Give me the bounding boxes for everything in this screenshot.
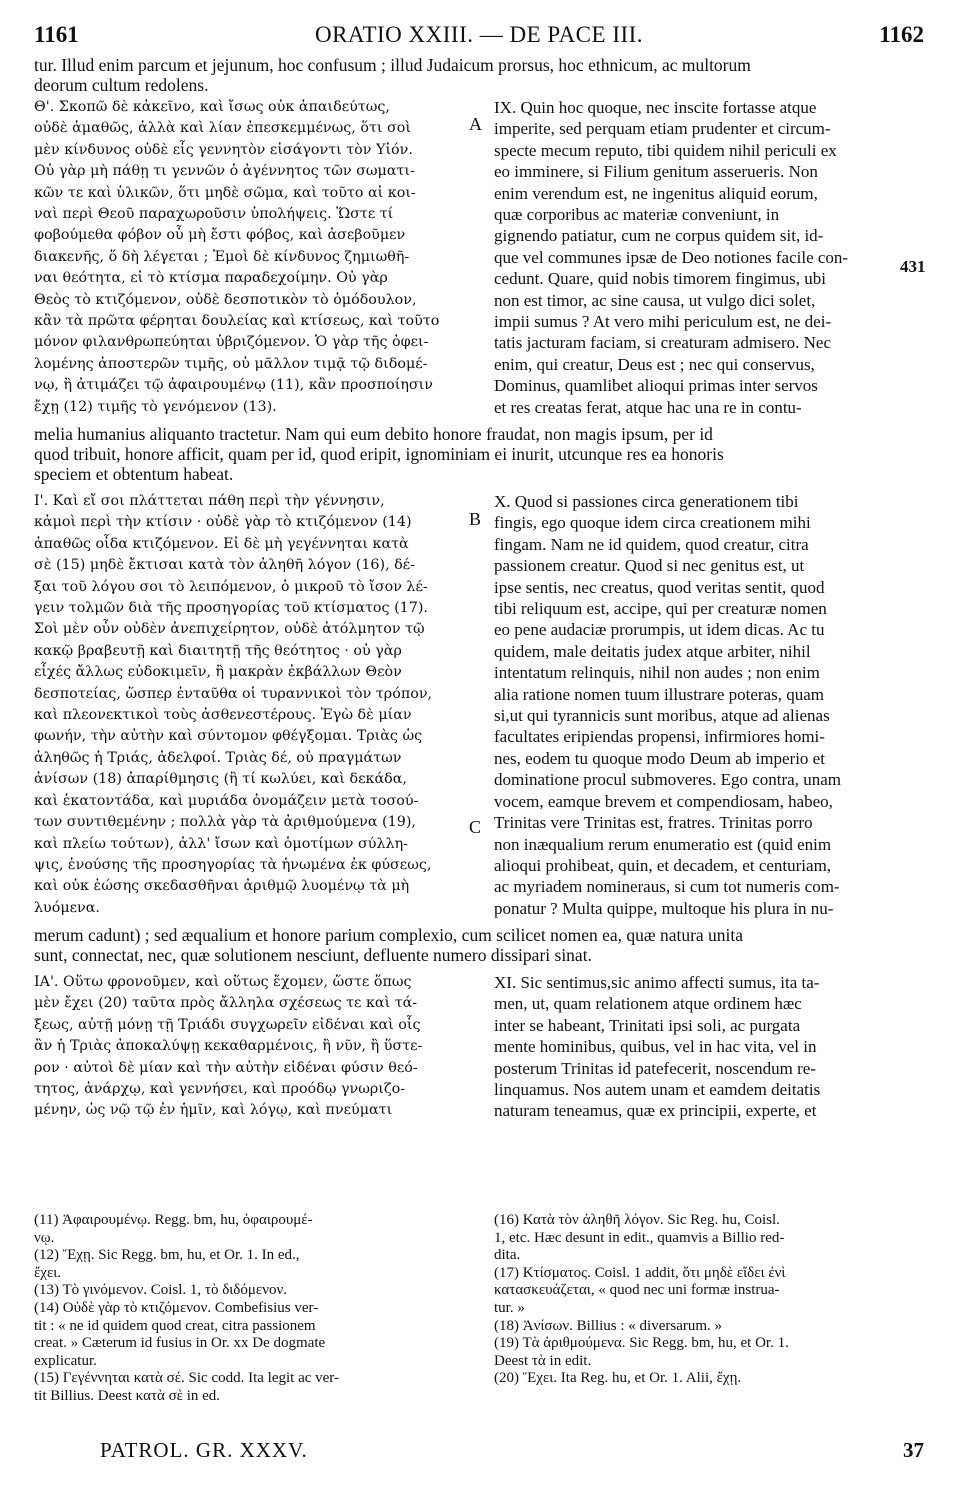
text-line: melia humanius aliquanto tractetur. Nam qui eum debito honore fraudat, non magis ipsum, per id bbox=[34, 424, 713, 444]
latin-line: passionem creatur. Quod si nec genitus est, ut bbox=[494, 556, 805, 576]
footnote-line: κατασκευάζεται, « quod nec uni formæ instrua- bbox=[494, 1282, 780, 1299]
section-10-latin-continued bbox=[34, 925, 924, 965]
greek-line: καὶ οὐκ ἐώσης σκεδασθῆναι ἀριθμῷ λυομένῳ τὰ μὴ bbox=[34, 878, 410, 895]
footnote-line: Deest τὰ in edit. bbox=[494, 1352, 592, 1369]
greek-line: κἂν τὰ πρῶτα φέρηται δουλείας καὶ κτίσεως, καὶ τοῦτο bbox=[34, 313, 440, 330]
footnote-line: (18) Ἀνίσων. Billius : « diversarum. » bbox=[494, 1317, 723, 1334]
margin-letter-a: A bbox=[469, 114, 482, 134]
greek-line: μόνον φιλανθρωπεύηται ὑβριζόμενον. Ὁ γὰρ τῆς ὀφει- bbox=[34, 334, 429, 351]
running-header bbox=[34, 22, 924, 52]
intro-paragraph bbox=[34, 55, 924, 95]
greek-line: δεσποτείας, ὥσπερ ἐνταῦθα οἱ τυραννικοὶ τὸν τρόπον, bbox=[34, 685, 433, 702]
greek-line: ξαι τοῦ λόγου σοι τὸ λειπόμενον, ὁ μικροῦ τὸ ἴσον λέ- bbox=[34, 578, 428, 595]
footnote-line: (12) Ἔχῃ. Sic Regg. bm, hu, et Or. 1. In ed., bbox=[34, 1247, 300, 1264]
latin-line: ipse sentis, nec creatus, quod veritas sentit, quod bbox=[494, 577, 825, 597]
latin-line: nes, eodem tu quoque modo Deum ab imperio et bbox=[494, 748, 825, 768]
margin-letter-c: C bbox=[469, 817, 482, 837]
footnote-line: (20) Ἔχει. Ita Reg. hu, et Or. 1. Alii, ἔχῃ. bbox=[494, 1370, 742, 1387]
latin-line: fingis, ego quoque idem circa creationem mihi bbox=[494, 513, 811, 533]
greek-line: ναι θεότητα, εἰ τὸ κτίσμα παραδεχοίμην. Οὐ γὰρ bbox=[34, 270, 388, 287]
footnote-line: explicatur. bbox=[34, 1352, 97, 1369]
greek-line: ἀπαθῶς οἶδα κτιζόμενον. Εἰ δὲ μὴ γεγέννηται κατὰ bbox=[34, 535, 409, 552]
section-10-greek bbox=[34, 491, 482, 919]
footnotes-left bbox=[34, 1212, 474, 1406]
greek-line: οὐδὲ ἀμαθῶς, ἀλλὰ καὶ λίαν ἐπεσκεμμένως, ὅτι σοὶ bbox=[34, 120, 412, 137]
footnote-line: (16) Κατὰ τὸν ἀληθῆ λόγον. Sic Reg. hu, Coisl. bbox=[494, 1212, 780, 1228]
greek-line: ἂν ἡ Τριὰς ἀποκαλύψῃ κεκαθαρμένοις, ἢ νῦν, ἢ ὕστε- bbox=[34, 1038, 423, 1055]
latin-line: que vel communes ipsæ de Deo notiones facile con- bbox=[494, 247, 849, 267]
latin-line: tibi reliquum est, accipe, qui per creaturæ nomen bbox=[494, 599, 827, 619]
greek-line: Σοὶ μὲν οὖν οὐδὲν ἀνεπιχείρητον, οὐδὲ ἀτόλμητον τῷ bbox=[34, 621, 425, 638]
footnote-line: (17) Κτίσματος. Coisl. 1 addit, ὅτι μηδὲ εἴδει ἐνὶ bbox=[494, 1264, 786, 1281]
right-column-number: 1162 bbox=[879, 22, 924, 47]
text-line: sunt, connectat, nec, quæ solutionem nesciunt, defluente numero dissipari sinat. bbox=[34, 945, 592, 965]
latin-line: alia ratione nomen tuum illustrare poteras, quam bbox=[494, 684, 824, 704]
latin-line: Trinitas vere Trinitas est, fratres. Trinitas porro bbox=[494, 813, 813, 833]
greek-line: διακενῆς, ὅ δὴ λέγεται ; Ἐμοὶ δὲ κίνδυνος ζημιωθῆ- bbox=[34, 248, 410, 265]
latin-line: Dominus, quamlibet alioqui primas inter servos bbox=[494, 376, 818, 396]
footnote-line: (13) Τὸ γινόμενον. Coisl. 1, τὸ διδόμενον. bbox=[34, 1282, 288, 1299]
latin-line: facultates eripiendas propensi, infirmiores homi- bbox=[494, 727, 825, 747]
greek-line: φωνήν, τὴν αὐτὴν καὶ σύντομον φθέγξομαι. Τριὰς ὡς bbox=[34, 728, 423, 745]
latin-line: posterum Trinitas id patefecerit, noscendum re- bbox=[494, 1058, 816, 1078]
latin-line: quæ corporibus ac materiæ conveniunt, in bbox=[494, 205, 780, 225]
section-11-latin bbox=[494, 972, 926, 1122]
latin-line: eo imminere, si Filium genitum asserueris. Non bbox=[494, 162, 818, 182]
latin-line: mente hominibus, quibus, vel in hac vita, vel in bbox=[494, 1037, 817, 1057]
latin-line: gignendo patiatur, cum ne corpus quidem sit, id- bbox=[494, 226, 824, 246]
greek-line: κῶν τε καὶ ὑλικῶν, ὅτι μηδὲ σῶμα, καὶ τοῦτο αἱ κοι- bbox=[34, 184, 416, 201]
section-9-latin-continued bbox=[34, 424, 924, 484]
greek-line: ἔχῃ (12) τιμῆς τὸ γενόμενον (13). bbox=[34, 398, 277, 415]
greek-line: καὶ ἑκατοντάδα, καὶ μυριάδα ὀνομάζειν μετὰ τοσού- bbox=[34, 792, 419, 809]
latin-line: naturam teneamus, quæ ex principii, experte, et bbox=[494, 1101, 817, 1121]
margin-letter-b: B bbox=[469, 509, 482, 529]
greek-line: εἶχές ἄλλως εὐδοκιμεῖν, ἢ μακρὰν ἐκβάλλων Θεὸν bbox=[34, 664, 402, 681]
greek-line: μὲν ἔχει (20) ταῦτα πρὸς ἄλληλα σχέσεως τε καὶ τά- bbox=[34, 995, 418, 1012]
latin-line: vocem, eamque brevem et compendiosam, habeo, bbox=[494, 791, 833, 811]
latin-line: tatis jacturam faciam, si creaturam admisero. Nec bbox=[494, 333, 832, 353]
latin-line: inter se habeant, Trinitati ipsi soli, ac purgata bbox=[494, 1015, 801, 1035]
latin-line: enim verendum est, ne ingenitus aliquid eorum, bbox=[494, 183, 818, 203]
greek-line: των συντιθεμένην ; πολλὰ γὰρ τὰ ἀριθμούμενα (19), bbox=[34, 814, 416, 831]
greek-line: φοβούμεθα φόβον οὗ μὴ ἔστι φόβος, καὶ ἀσεβοῦμεν bbox=[34, 227, 406, 244]
latin-line: non est timor, ac sine causa, ut vulgo dici solet, bbox=[494, 290, 816, 310]
latin-line: ac myriadem nomineraus, si cum tot numeris com- bbox=[494, 877, 840, 897]
latin-line: imperite, sed perquam etiam prudenter et circum- bbox=[494, 119, 831, 139]
section-9-latin bbox=[494, 97, 926, 418]
text-line: merum cadunt) ; sed æqualium et honore parium complexio, cum scilicet nomen ea, quæ natura unita bbox=[34, 925, 744, 945]
latin-line: non inæqualium rerum enumeratio est (quid enim bbox=[494, 834, 832, 854]
footnote-line: creat. » Cæterum id fusius in Or. xx De dogmate bbox=[34, 1335, 326, 1352]
greek-line: ψις, ἑνούσης τῆς προσηγορίας τὰ ἡνωμένα ἐκ φύσεως, bbox=[34, 856, 432, 873]
latin-line: eo pene audaciæ prorumpis, ut idem dicas. Ac tu bbox=[494, 620, 825, 640]
footnote-line: (15) Γεγέννηται κατὰ σέ. Sic codd. Ita legit ac ver- bbox=[34, 1370, 339, 1387]
text-line: tur. Illud enim parcum et jejunum, hoc confusum ; illud Judaicum prorsus, hoc ethnicum, ac multorum bbox=[34, 55, 751, 75]
latin-line: linquamus. Nos autem unam et eamdem deitatis bbox=[494, 1080, 821, 1100]
section-9-greek bbox=[34, 97, 479, 418]
greek-line: ξεως, αὐτῇ μόνῃ τῇ Τριάδι συγχωρεῖν εἰδέναι καὶ οἷς bbox=[34, 1016, 421, 1033]
greek-line: ἀνίσων (18) ἀπαρίθμησις (ἢ τί κωλύει, καὶ δεκάδα, bbox=[34, 771, 407, 788]
footnote-line: 1, etc. Hæc desunt in edit., quamvis a Billio red- bbox=[494, 1229, 785, 1246]
footnote-line: ἔχει. bbox=[34, 1264, 62, 1281]
latin-line: ponatur ? Multa quippe, multoque his plura in nu- bbox=[494, 898, 834, 918]
latin-line: enim, qui creatur, Deus est ; nec qui conservus, bbox=[494, 354, 815, 374]
latin-line: alioqui prohibeat, quin, et decadem, et centuriam, bbox=[494, 855, 832, 875]
series-label: PATROL. GR. XXXV. bbox=[100, 1438, 308, 1462]
signature-number: 37 bbox=[903, 1438, 924, 1462]
text-line: deorum cultum redolens. bbox=[34, 75, 209, 95]
latin-line: dominatione procul submoveres. Ego contra, unam bbox=[494, 770, 841, 790]
greek-line: μὲν κίνδυνος οὐδὲ εἷς γεννητὸν εἰσάγοντι τὸν Υἱόν. bbox=[34, 141, 413, 158]
footnote-line: (19) Τὰ ἀριθμούμενα. Sic Regg. bm, hu, et Or. 1. bbox=[494, 1335, 789, 1352]
greek-line: κακῷ βραβευτῇ καὶ διαιτητῇ τῆς θεότητος · οὐ γὰρ bbox=[34, 642, 402, 659]
latin-line: specte mecum reputo, tibi quidem nihil periculi ex bbox=[494, 140, 837, 160]
greek-line: Ι'. Καὶ εἴ σοι πλάττεται πάθη περὶ τὴν γέννησιν, bbox=[34, 493, 385, 509]
greek-line: τητος, ἀνάρχῳ, καὶ γεννήσει, καὶ προόδῳ γνωριζο- bbox=[34, 1081, 406, 1098]
footnote-line: (14) Οὐδὲ γὰρ τὸ κτιζόμενον. Combefisius ver- bbox=[34, 1299, 319, 1316]
left-column-number: 1161 bbox=[34, 22, 79, 47]
latin-line: quidem, male deitatis judex atque arbiter, nihil bbox=[494, 641, 811, 661]
greek-line: καὶ πλεονεκτικοὶ τοὺς ἀσθενεστέρους. Ἐγὼ δὲ μίαν bbox=[34, 707, 412, 724]
latin-line: XI. Sic sentimus,sic animo affecti sumus, ita ta- bbox=[494, 973, 820, 992]
text-line: quod tribuit, honore afficit, quam per id, quod eripit, ignominiam ei inurit, utcunque res ea honoris bbox=[34, 444, 724, 464]
latin-line: intentatum relinquis, nihil non audes ; non enim bbox=[494, 663, 820, 683]
section-11-greek bbox=[34, 972, 479, 1122]
greek-line: ρον · αὐτοὶ δὲ μίαν καὶ τὴν αὐτὴν εἰδέναι φύσιν θεό- bbox=[34, 1059, 418, 1076]
latin-line: si,ut qui tyrannicis sunt moribus, atque ad alienas bbox=[494, 706, 830, 726]
greek-line: σὲ (15) μηδὲ ἔκτισαι κατὰ τὸν ἀληθῆ λόγον (16), δέ- bbox=[34, 557, 416, 574]
latin-line: men, ut, quam relationem atque ordinem hæc bbox=[494, 994, 802, 1014]
greek-line: ἀληθῶς ἡ Τριάς, ἀδελφοί. Τριὰς δέ, οὐ πραγμάτων bbox=[34, 749, 402, 766]
footnote-line: tit Billius. Deest κατὰ σὲ in ed. bbox=[34, 1387, 221, 1404]
footnote-line: νῳ. bbox=[34, 1229, 55, 1246]
greek-line: καὶ πλείω τούτων), ἀλλ' ἴσων καὶ ὁμοτίμων σύλλη- bbox=[34, 835, 408, 852]
greek-line: Θ'. Σκοπῶ δὲ κἀκεῖνο, καὶ ἴσως οὐκ ἀπαιδεύτως, bbox=[34, 99, 390, 115]
latin-line: IX. Quin hoc quoque, nec inscite fortasse atque bbox=[494, 98, 817, 117]
greek-line: λυόμενα. bbox=[34, 899, 100, 916]
page-footer bbox=[100, 1438, 924, 1468]
footnote-line: (11) Ἀφαιρουμένῳ. Regg. bm, hu, ὀφαιρουμέ- bbox=[34, 1212, 313, 1228]
footnote-line: tit : « ne id quidem quod creat, citra passionem bbox=[34, 1317, 316, 1334]
greek-line: ναὶ περὶ Θεοῦ παραχωροῦσιν ὑπολήψεις. Ὥστε τί bbox=[34, 206, 394, 223]
greek-line: κἀμοὶ περὶ τὴν κτίσιν · οὐδὲ γὰρ τὸ κτιζόμενον (14) bbox=[34, 514, 412, 531]
greek-line: νῳ, ἢ ἀτιμάζει τῷ ἀφαιρουμένῳ (11), κἂν προσποίησιν bbox=[34, 377, 433, 394]
footnote-line: dita. bbox=[494, 1247, 521, 1264]
column-number-431: 431 bbox=[900, 257, 926, 276]
greek-line: λομένης ἀποστερῶν τιμῆς, οὐ μᾶλλον τιμᾷ τῷ διδομέ- bbox=[34, 355, 428, 372]
footnotes-right bbox=[494, 1212, 926, 1388]
greek-line: ΙΑ'. Οὕτω φρονοῦμεν, καὶ οὕτως ἔχομεν, ὥστε ὅπως bbox=[34, 974, 412, 990]
greek-line: γειν τολμῶν διὰ τῆς προσηγορίας τοῦ κτίσματος (17). bbox=[34, 600, 428, 617]
greek-line: Θεὸς τὸ κτιζόμενον, οὐδὲ δεσποτικὸν τὸ ὁμόδουλον, bbox=[34, 291, 417, 308]
latin-line: et res creatas ferat, atque hac una re in contu- bbox=[494, 397, 802, 417]
latin-line: impii sumus ? At vero mihi periculum est, ne dei- bbox=[494, 312, 832, 332]
footnote-line: tur. » bbox=[494, 1299, 525, 1316]
running-title: ORATIO XXIII. — DE PACE III. bbox=[314, 22, 644, 47]
text-line: speciem et obtentum habeat. bbox=[34, 464, 234, 484]
section-10-latin bbox=[494, 491, 926, 919]
latin-line: cedunt. Quare, quid nobis timorem fingimus, ubi bbox=[494, 269, 826, 289]
greek-line: μένην, ὡς νῷ τῷ ἐν ἡμῖν, καὶ λόγῳ, καὶ πνεύματι bbox=[34, 1102, 393, 1119]
latin-line: X. Quod si passiones circa generationem tibi bbox=[494, 492, 799, 511]
latin-line: fingam. Nam ne id quidem, quod creatur, citra bbox=[494, 534, 809, 554]
greek-line: Οὐ γὰρ μὴ πάθῃ τι γεννῶν ὁ ἀγέννητος τῶν σωματι- bbox=[34, 163, 415, 180]
